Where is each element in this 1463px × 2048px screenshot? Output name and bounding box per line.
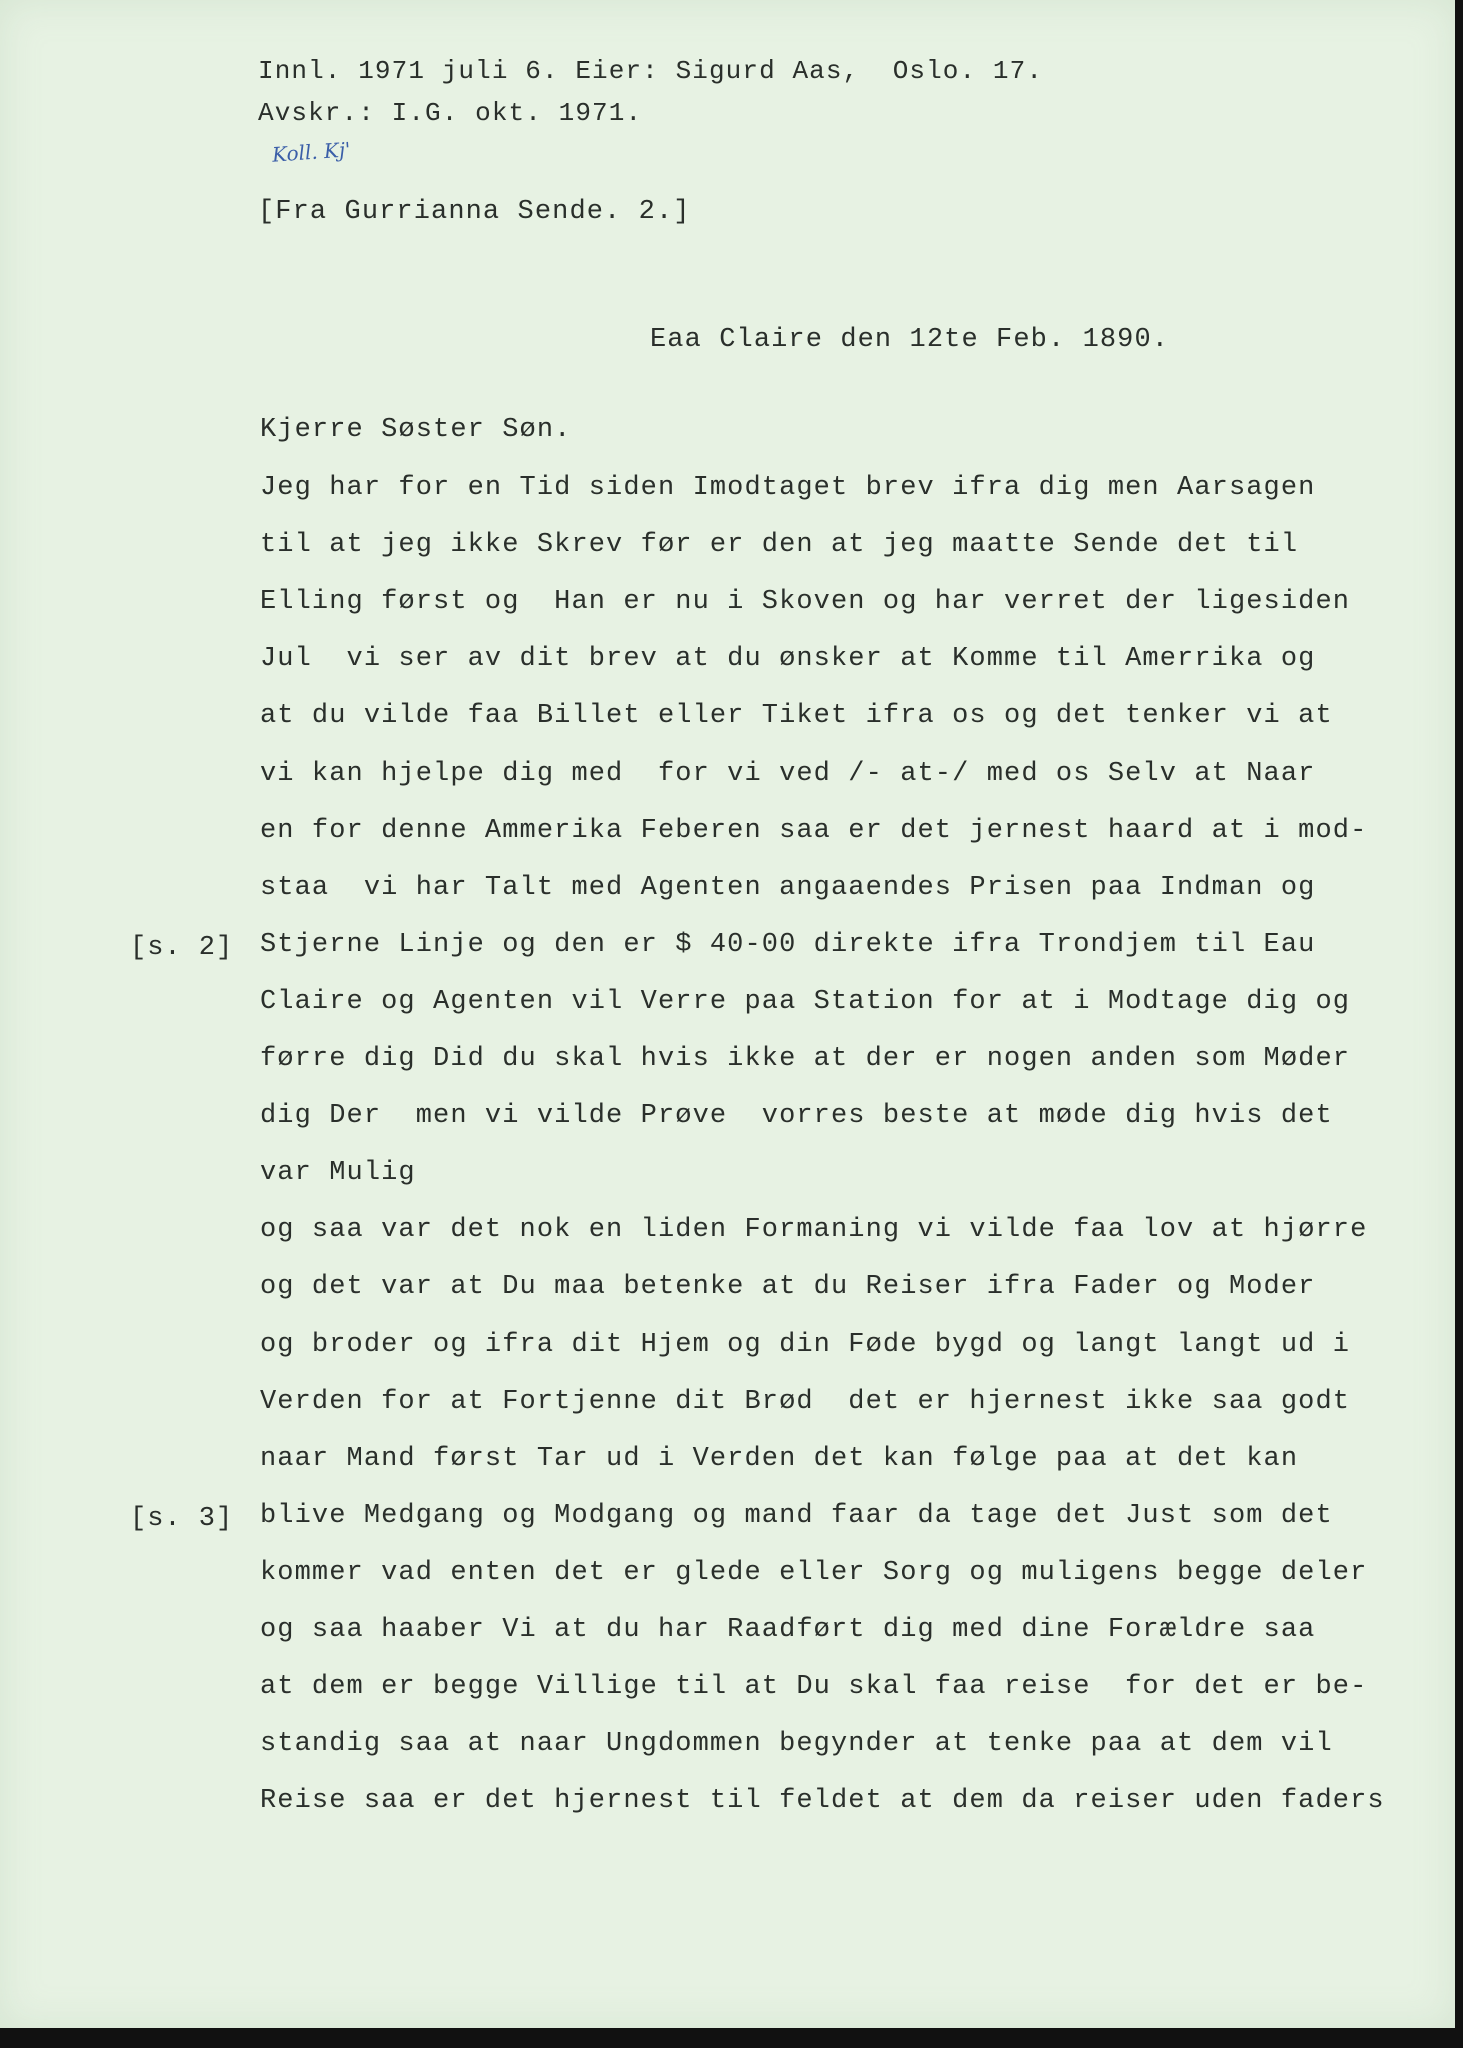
body-line: dig Der men vi vilde Prøve vorres beste at møde dig hvis det — [260, 1101, 1333, 1131]
body-line: blive Medgang og Modgang og mand faar da tage det Just som det — [260, 1501, 1333, 1531]
transcription-note: Avskr.: I.G. okt. 1971. — [258, 98, 643, 128]
body-line: staa vi har Talt med Agenten angaaendes Prisen paa Indman og — [260, 873, 1316, 903]
body-line: var Mulig — [260, 1158, 416, 1188]
body-line: at du vilde faa Billet eller Tiket ifra os og det tenker vi at — [260, 701, 1333, 731]
source-reference: [Fra Gurrianna Sende. 2.] — [258, 197, 691, 227]
salutation: Kjerre Søster Søn. — [260, 415, 572, 445]
body-line: Stjerne Linje og den er $ 40-00 direkte ifra Trondjem til Eau — [260, 930, 1316, 960]
body-line: og saa haaber Vi at du har Raadført dig med dine Forældre saa — [260, 1615, 1316, 1645]
body-line: Elling først og Han er nu i Skoven og har verret der ligesiden — [260, 587, 1351, 617]
handwritten-annotation: Koll. Kj' — [271, 137, 352, 167]
body-line: og broder og ifra dit Hjem og din Føde bygd og langt langt ud i — [260, 1330, 1351, 1360]
body-line: naar Mand først Tar ud i Verden det kan følge paa at det kan — [260, 1444, 1299, 1474]
body-line: Claire og Agenten vil Verre paa Station for at i Modtage dig og — [260, 987, 1351, 1017]
dateline: Eaa Claire den 12te Feb. 1890. — [650, 325, 1170, 355]
body-line: Verden for at Fortjenne dit Brød det er hjernest ikke saa godt — [260, 1387, 1351, 1417]
body-line: førre dig Did du skal hvis ikke at der er nogen anden som Møder — [260, 1044, 1351, 1074]
body-line: og saa var det nok en liden Formaning vi vilde faa lov at hjørre — [260, 1215, 1368, 1245]
body-line: standig saa at naar Ungdommen begynder at tenke paa at dem vil — [260, 1729, 1333, 1759]
body-line: en for denne Ammerika Feberen saa er det jernest haard at i mod- — [260, 816, 1368, 846]
body-line: Jeg har for en Tid siden Imodtaget brev ifra dig men Aarsagen — [260, 473, 1316, 503]
body-line: og det var at Du maa betenke at du Reiser ifra Fader og Moder — [260, 1272, 1316, 1302]
body-line: Reise saa er det hjernest til feldet at dem da reiser uden faders — [260, 1786, 1385, 1816]
page-marker-2: [s. 2] — [130, 933, 234, 963]
body-line: at dem er begge Villige til at Du skal faa reise for det er be- — [260, 1672, 1368, 1702]
body-line: til at jeg ikke Skrev før er den at jeg maatte Sende det til — [260, 530, 1299, 560]
page-marker-3: [s. 3] — [130, 1504, 234, 1534]
accession-note: Innl. 1971 juli 6. Eier: Sigurd Aas, Oslo. 17. — [258, 56, 1044, 86]
body-line: vi kan hjelpe dig med for vi ved /- at-/ med os Selv at Naar — [260, 759, 1316, 789]
body-line: kommer vad enten det er glede eller Sorg og muligens begge deler — [260, 1558, 1368, 1588]
body-line: Jul vi ser av dit brev at du ønsker at Komme til Amerrika og — [260, 644, 1316, 674]
